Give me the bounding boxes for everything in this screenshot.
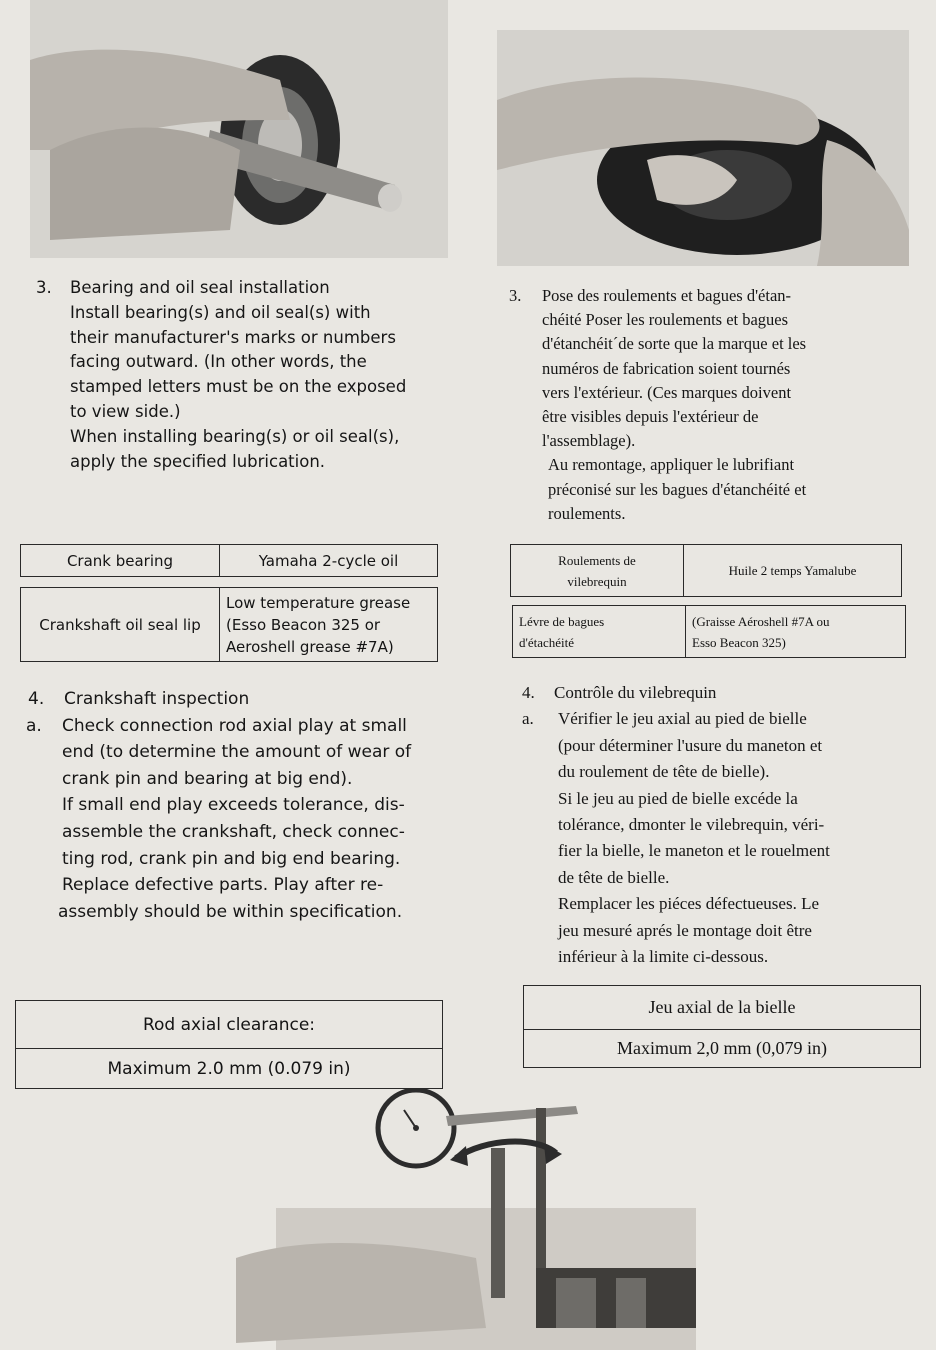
fr-section4-line: tolérance, dmonter le vilebrequin, véri- (558, 815, 825, 835)
fr-crank-bearing-label-line: Roulements de (558, 552, 636, 568)
en-section4-line: assembly should be within specification. (58, 901, 403, 922)
fr-section4-line: (pour déterminer l'usure du maneton et (558, 735, 823, 755)
fr-rod-clearance-table (523, 985, 921, 1068)
fr-section3-line: vers l'extérieur. (Ces marques doivent (542, 382, 792, 402)
en-section4-line: Check connection rod axial play at small (62, 715, 407, 736)
en-oil-seal-value (220, 588, 438, 662)
en-section4-sub: a. (26, 715, 42, 736)
en-section4-title: Crankshaft inspection (64, 689, 250, 709)
fr-section4-number: 4. (522, 683, 535, 702)
oil-seal-photo (497, 30, 909, 266)
en-rod-clearance-table (15, 1000, 443, 1089)
fr-crank-bearing-label (511, 545, 684, 597)
fr-bearing-seal-section (509, 284, 909, 534)
fr-section3-line: être visibles depuis l'extérieur de (542, 407, 759, 427)
en-crank-bearing-label: Crank bearing (21, 545, 220, 577)
fr-oil-seal-value (686, 606, 906, 658)
fr-section4-line: de tête de bielle. (558, 867, 670, 887)
en-oil-seal-label: Crankshaft oil seal lip (21, 588, 220, 662)
en-oil-seal-value-line: (Esso Beacon 325 or (226, 615, 381, 634)
en-section3-title: Bearing and oil seal installation (70, 278, 330, 297)
en-section4-line: end (to determine the amount of wear of (62, 742, 412, 763)
fr-oil-seal-value-line: (Graisse Aéroshell #7A ou (692, 613, 830, 629)
en-section3-line: Install bearing(s) and oil seal(s) with (70, 302, 371, 322)
en-section4-line: crank pin and bearing at big end). (62, 768, 353, 789)
en-section3-line: When installing bearing(s) or oil seal(s), (70, 426, 400, 446)
en-section3-line: to view side.) (70, 401, 181, 421)
fr-section3-number: 3. (509, 286, 522, 305)
fr-oil-seal-label (513, 606, 686, 658)
en-section3-line: apply the specified lubrication. (70, 451, 326, 471)
fr-rod-clearance-header: Jeu axial de la bielle (524, 986, 921, 1030)
en-rod-clearance-value: Maximum 2.0 mm (0.079 in) (16, 1049, 443, 1089)
en-rod-clearance-header: Rod axial clearance: (16, 1001, 443, 1049)
fr-section3-line: Au remontage, appliquer le lubrifiant (548, 455, 795, 475)
en-section4-number: 4. (28, 689, 45, 709)
fr-section3-line: d'étanchéit´de sorte que la marque et les (542, 334, 807, 354)
fr-section3-line: chéité Poser les roulements et bagues (542, 310, 789, 330)
fr-section4-line: Remplacer les piéces défectueuses. Le (558, 894, 820, 914)
en-oil-seal-value-line: Low temperature grease (226, 593, 411, 612)
fr-crank-bearing-value: Huile 2 temps Yamalube (684, 545, 902, 597)
en-lubrication-table-2 (20, 587, 438, 662)
fr-section3-line: Pose des roulements et bagues d'étan- (542, 286, 792, 305)
fr-section4-line: du roulement de tête de bielle). (558, 762, 770, 782)
fr-section4-line: Vérifier le jeu axial au pied de bielle (558, 709, 807, 729)
en-section3-line: facing outward. (In other words, the (70, 352, 367, 372)
en-section4-line: assemble the crankshaft, check connec- (62, 821, 405, 842)
fr-section4-line: inférieur à la limite ci-dessous. (558, 947, 769, 967)
fr-section4-title: Contrôle du vilebrequin (554, 683, 717, 702)
en-section3-line: stamped letters must be on the exposed (70, 377, 407, 397)
fr-oil-seal-value-line: Esso Beacon 325) (692, 634, 786, 650)
en-oil-seal-value-line: Aeroshell grease #7A) (226, 637, 394, 656)
en-section4-line: Replace defective parts. Play after re- (62, 875, 384, 896)
en-section3-number: 3. (36, 278, 52, 297)
fr-section3-line: numéros de fabrication soient tournés (542, 358, 791, 378)
en-section4-line: ting rod, crank pin and big end bearing. (62, 848, 401, 869)
en-crank-bearing-value: Yamaha 2-cycle oil (220, 545, 438, 577)
fr-section3-line: préconisé sur les bagues d'étanchéité et (548, 479, 807, 499)
fr-section3-line: roulements. (548, 503, 626, 523)
fr-oil-seal-label-line: Lévre de bagues (519, 613, 605, 629)
dial-gauge-photo (236, 1088, 696, 1350)
bearing-install-photo (30, 0, 448, 258)
fr-crank-bearing-label-line: vilebrequin (567, 573, 627, 589)
fr-lubrication-table-2 (512, 605, 906, 658)
en-section4-line: If small end play exceeds tolerance, dis- (62, 795, 405, 816)
fr-lubrication-table (510, 544, 902, 597)
en-crankshaft-inspection-section (26, 686, 456, 936)
en-lubrication-table (20, 544, 438, 577)
en-section3-line: their manufacturer's marks or numbers (70, 327, 396, 347)
en-bearing-seal-section (36, 276, 456, 486)
fr-section4-sub: a. (522, 709, 534, 729)
fr-section3-line: l'assemblage). (542, 431, 636, 451)
fr-section4-line: jeu mesuré aprés le montage doit être (558, 920, 812, 940)
fr-oil-seal-label-line: d'étachéité (519, 634, 575, 650)
fr-rod-clearance-value: Maximum 2,0 mm (0,079 in) (524, 1030, 921, 1068)
fr-section4-line: Si le jeu au pied de bielle excéde la (558, 788, 798, 808)
fr-section4-line: fier la bielle, le maneton et le rouelment (558, 841, 830, 861)
fr-crankshaft-inspection-section (522, 680, 922, 970)
